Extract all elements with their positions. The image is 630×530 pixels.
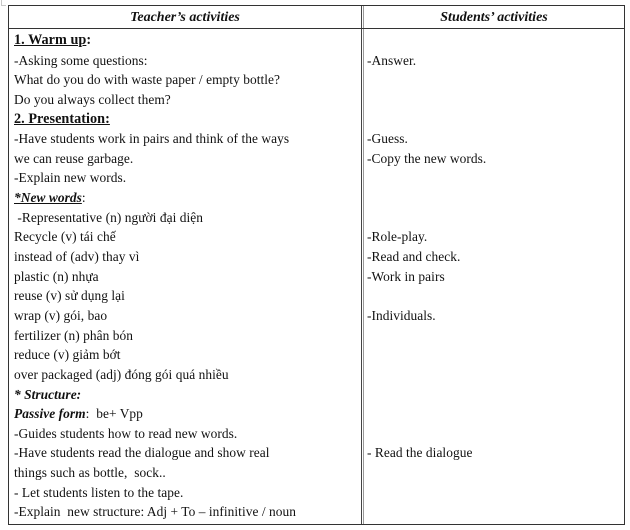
vocabulary-item: plastic (n) nhựa [14, 268, 99, 284]
teacher-line: Do you always collect them? [14, 91, 171, 107]
teacher-line: -Have students work in pairs and think of the ways [14, 131, 290, 147]
student-line-work-pairs: -Work in pairs [367, 268, 445, 284]
spacer [367, 404, 622, 424]
spacer [367, 168, 622, 188]
vocabulary-item: -Representative (n) người đại diện [14, 209, 203, 225]
vocabulary-item: reduce (v) giảm bớt [14, 347, 121, 363]
passive-form-line [14, 404, 359, 424]
spacer [367, 110, 622, 130]
vocabulary-item: instead of (adv) thay vì [14, 249, 140, 265]
vocabulary-item: wrap (v) gói, bao [14, 307, 108, 323]
spacer [367, 90, 622, 110]
vocabulary-item: over packaged (adj) đóng gói quá nhiều [14, 366, 229, 382]
structure-heading: * Structure: [14, 386, 82, 402]
teacher-line: -Explain new structure: Adj + To – infinitive / noun [14, 504, 296, 520]
spacer [367, 31, 622, 51]
header-divider [9, 28, 624, 29]
student-line-read-dialogue: - Read the dialogue [367, 445, 473, 461]
spacer [367, 326, 622, 346]
spacer [367, 424, 622, 444]
warmup-heading [14, 31, 359, 51]
new-words-heading [14, 188, 359, 208]
teacher-line: things such as bottle, sock.. [14, 465, 166, 481]
spacer [367, 345, 622, 365]
warmup-heading-colon: : [86, 32, 92, 48]
passive-form-label: Passive form [14, 406, 86, 422]
spacer [367, 365, 622, 385]
student-line-copy: -Copy the new words. [367, 150, 487, 166]
teacher-line: -Asking some questions: [14, 52, 148, 68]
vocabulary-item: reuse (v) sử dụng lại [14, 288, 125, 304]
lesson-activities-table [8, 5, 625, 525]
teacher-line: What do you do with waste paper / empty bottle? [14, 72, 281, 88]
teacher-line: -Guides students how to read new words. [14, 425, 238, 441]
spacer [367, 208, 622, 228]
teacher-line: -Explain new words. [14, 170, 127, 186]
spacer [367, 385, 622, 405]
teacher-line: we can reuse garbage. [14, 150, 134, 166]
student-line-individuals: -Individuals. [367, 307, 436, 323]
new-words-heading-colon: : [81, 190, 86, 206]
column-divider [361, 6, 362, 524]
teacher-line: - Let students listen to the tape. [14, 484, 184, 500]
spacer [367, 188, 622, 208]
presentation-heading: 2. Presentation: [14, 110, 110, 127]
teacher-column [14, 31, 359, 522]
students-column [367, 31, 622, 463]
student-line-read-check: -Read and check. [367, 249, 461, 265]
teacher-line: -Have students read the dialogue and show real [14, 445, 270, 461]
vocabulary-item: Recycle (v) tái chế [14, 229, 116, 245]
spacer [367, 70, 622, 90]
header-students-activities: Students’ activities [440, 10, 548, 25]
page-corner-mark [1, 0, 6, 6]
passive-form-rule: : be+ Vpp [85, 406, 143, 422]
new-words-heading-text: *New words [14, 190, 82, 206]
warmup-heading-text: 1. Warm up [14, 32, 87, 48]
vocabulary-item: fertilizer (n) phân bón [14, 327, 134, 343]
header-teachers-activities: Teacher’s activities [130, 10, 240, 25]
student-line-role-play: -Role-play. [367, 229, 428, 245]
student-line-answer: -Answer. [367, 52, 417, 68]
student-line-guess: -Guess. [367, 131, 408, 147]
spacer [367, 286, 622, 306]
